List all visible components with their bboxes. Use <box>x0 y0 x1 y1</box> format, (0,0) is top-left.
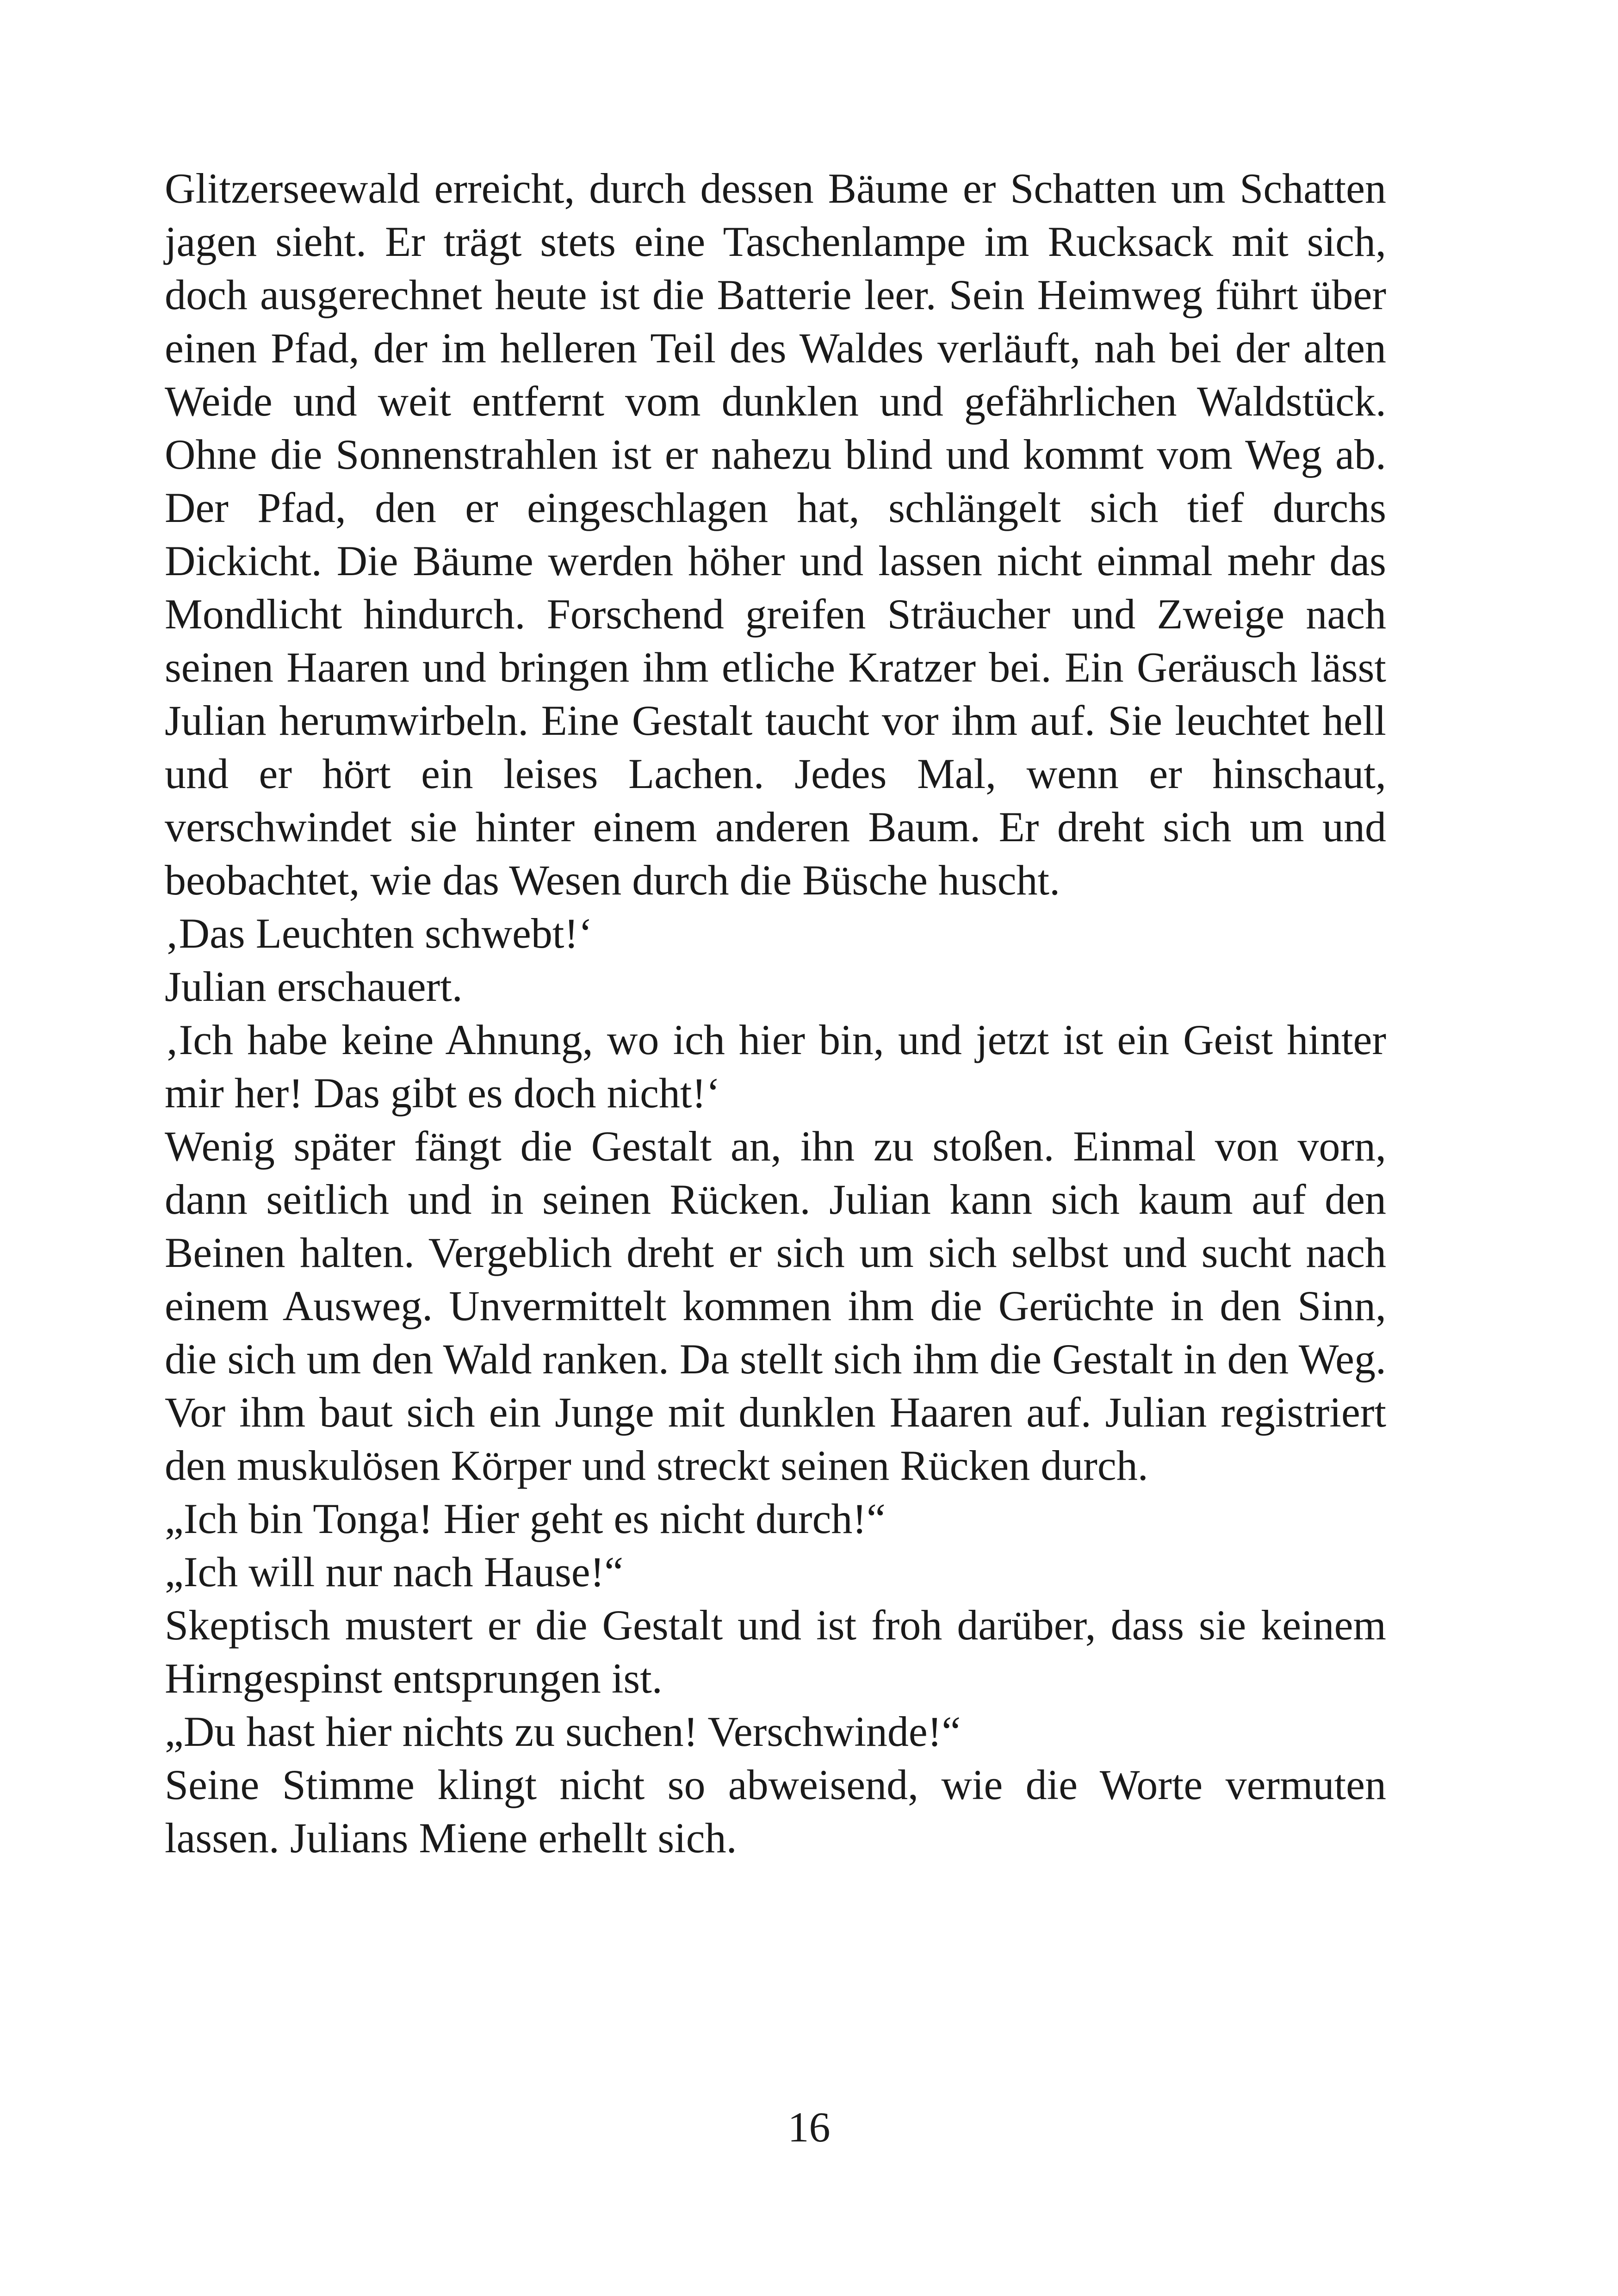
paragraph: Wenig später fängt die Gestalt an, ihn zu stoßen. Einmal von vorn, dann seitlich und in seinen Rücken. Julian kann sich kaum auf den Beinen halten. Vergeblich dreht er sich um sich selbst und sucht nach einem Ausweg. Unvermittelt kommen ihm die Gerüchte in den Sinn, die sich um den Wald ranken. Da stellt sich ihm die Gestalt in den Weg. Vor ihm baut sich ein Junge mit dunklen Haaren auf. Julian registriert den muskulösen Körper und streckt seinen Rücken durch. <box>165 1123 1386 1489</box>
paragraph: „Ich will nur nach Hause!“ <box>165 1548 624 1595</box>
paragraph: „Ich bin Tonga! Hier geht es nicht durch!“ <box>165 1495 886 1542</box>
paragraph: Julian erschauert. <box>165 963 463 1010</box>
paragraph: Seine Stimme klingt nicht so abweisend, wie die Worte vermuten lassen. Julians Miene erhellt sich. <box>165 1761 1386 1862</box>
paragraph: „Du hast hier nichts zu suchen! Verschwinde!“ <box>165 1708 961 1755</box>
page-number: 16 <box>787 2104 831 2151</box>
body-text <box>165 162 1386 1865</box>
paragraph: ‚Ich habe keine Ahnung, wo ich hier bin, und jetzt ist ein Geist hinter mir her! Das gibt es doch nicht!‘ <box>165 1016 1386 1117</box>
paragraph: Skeptisch mustert er die Gestalt und ist froh darüber, dass sie keinem Hirngespinst entsprungen ist. <box>165 1601 1386 1702</box>
paragraph: Glitzerseewald erreicht, durch dessen Bäume er Schatten um Schatten jagen sieht. Er trägt stets eine Taschenlampe im Rucksack mit sich, doch ausgerechnet heute ist die Batterie leer. Sein Heimweg führt über einen Pfad, der im helleren Teil des Waldes verläuft, nah bei der alten Weide und weit entfernt vom dunklen und gefährlichen Waldstück. Ohne die Sonnenstrahlen ist er nahezu blind und kommt vom Weg ab. Der Pfad, den er eingeschlagen hat, schlängelt sich tief durchs Dickicht. Die Bäume werden höher und lassen nicht einmal mehr das Mondlicht hindurch. Forschend greifen Sträucher und Zweige nach seinen Haaren und bringen ihm etliche Kratzer bei. Ein Geräusch lässt Julian herumwirbeln. Eine Gestalt taucht vor ihm auf. Sie leuchtet hell und er hört ein leises Lachen. Jedes Mal, wenn er hinschaut, verschwindet sie hinter einem anderen Baum. Er dreht sich um und beobachtet, wie das Wesen durch die Büsche huscht. <box>165 165 1386 904</box>
paragraph: ‚Das Leuchten schwebt!‘ <box>165 910 593 957</box>
